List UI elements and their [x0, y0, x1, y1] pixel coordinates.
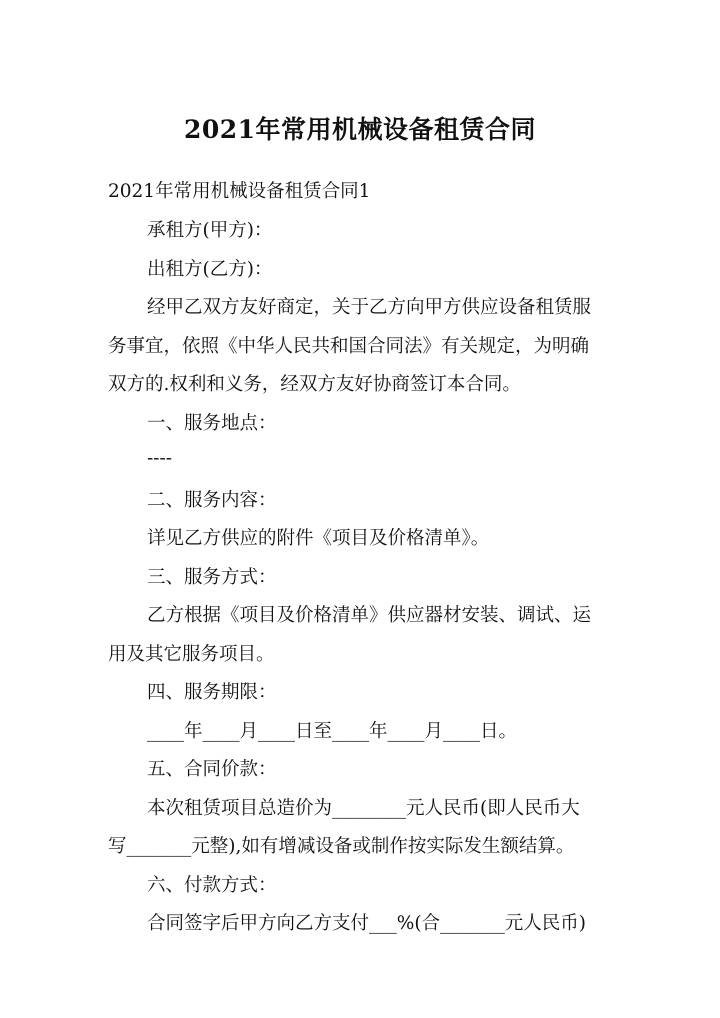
- lessor-line: 出租方(乙方)：: [147, 259, 273, 280]
- section-heading: 六、付款方式：: [147, 875, 277, 896]
- date-blank-line: ____年____月____日至____年____月____日。: [147, 721, 518, 742]
- section-heading: 二、服务内容：: [147, 490, 277, 511]
- paragraph-line: 双方的.权利和义务，经双方友好协商签订本合同。: [108, 374, 521, 395]
- dash-line: ----: [147, 448, 173, 469]
- document-title: 2021年常用机械设备租赁合同: [183, 115, 537, 144]
- section-heading: 五、合同价款：: [147, 759, 277, 780]
- paragraph-line: 用及其它服务项目。: [108, 644, 275, 665]
- paragraph-line: 务事宜，依照《中华人民共和国合同法》有关规定，为明确: [108, 336, 590, 357]
- subtitle-line: 2021年常用机械设备租赁合同1: [108, 181, 371, 202]
- paragraph-line: 乙方根据《项目及价格清单》供应器材安装、调试、运: [147, 605, 592, 626]
- paragraph-line: 合同签字后甲方向乙方支付___%(合_______元人民币): [147, 913, 587, 934]
- paragraph-line: 经甲乙双方友好商定，关于乙方向甲方供应设备租赁服: [147, 297, 592, 318]
- section-heading: 三、服务方式：: [147, 567, 277, 588]
- paragraph-line: 本次租赁项目总造价为________元人民币(即人民币大: [147, 798, 580, 819]
- paragraph-line: 详见乙方供应的附件《项目及价格清单》。: [147, 528, 490, 549]
- section-heading: 四、服务期限：: [147, 682, 277, 703]
- paragraph-line: 写_______元整),如有增减设备或制作按实际发生额结算。: [108, 836, 575, 857]
- section-heading: 一、服务地点：: [147, 413, 277, 434]
- lessee-line: 承租方(甲方)：: [147, 220, 273, 241]
